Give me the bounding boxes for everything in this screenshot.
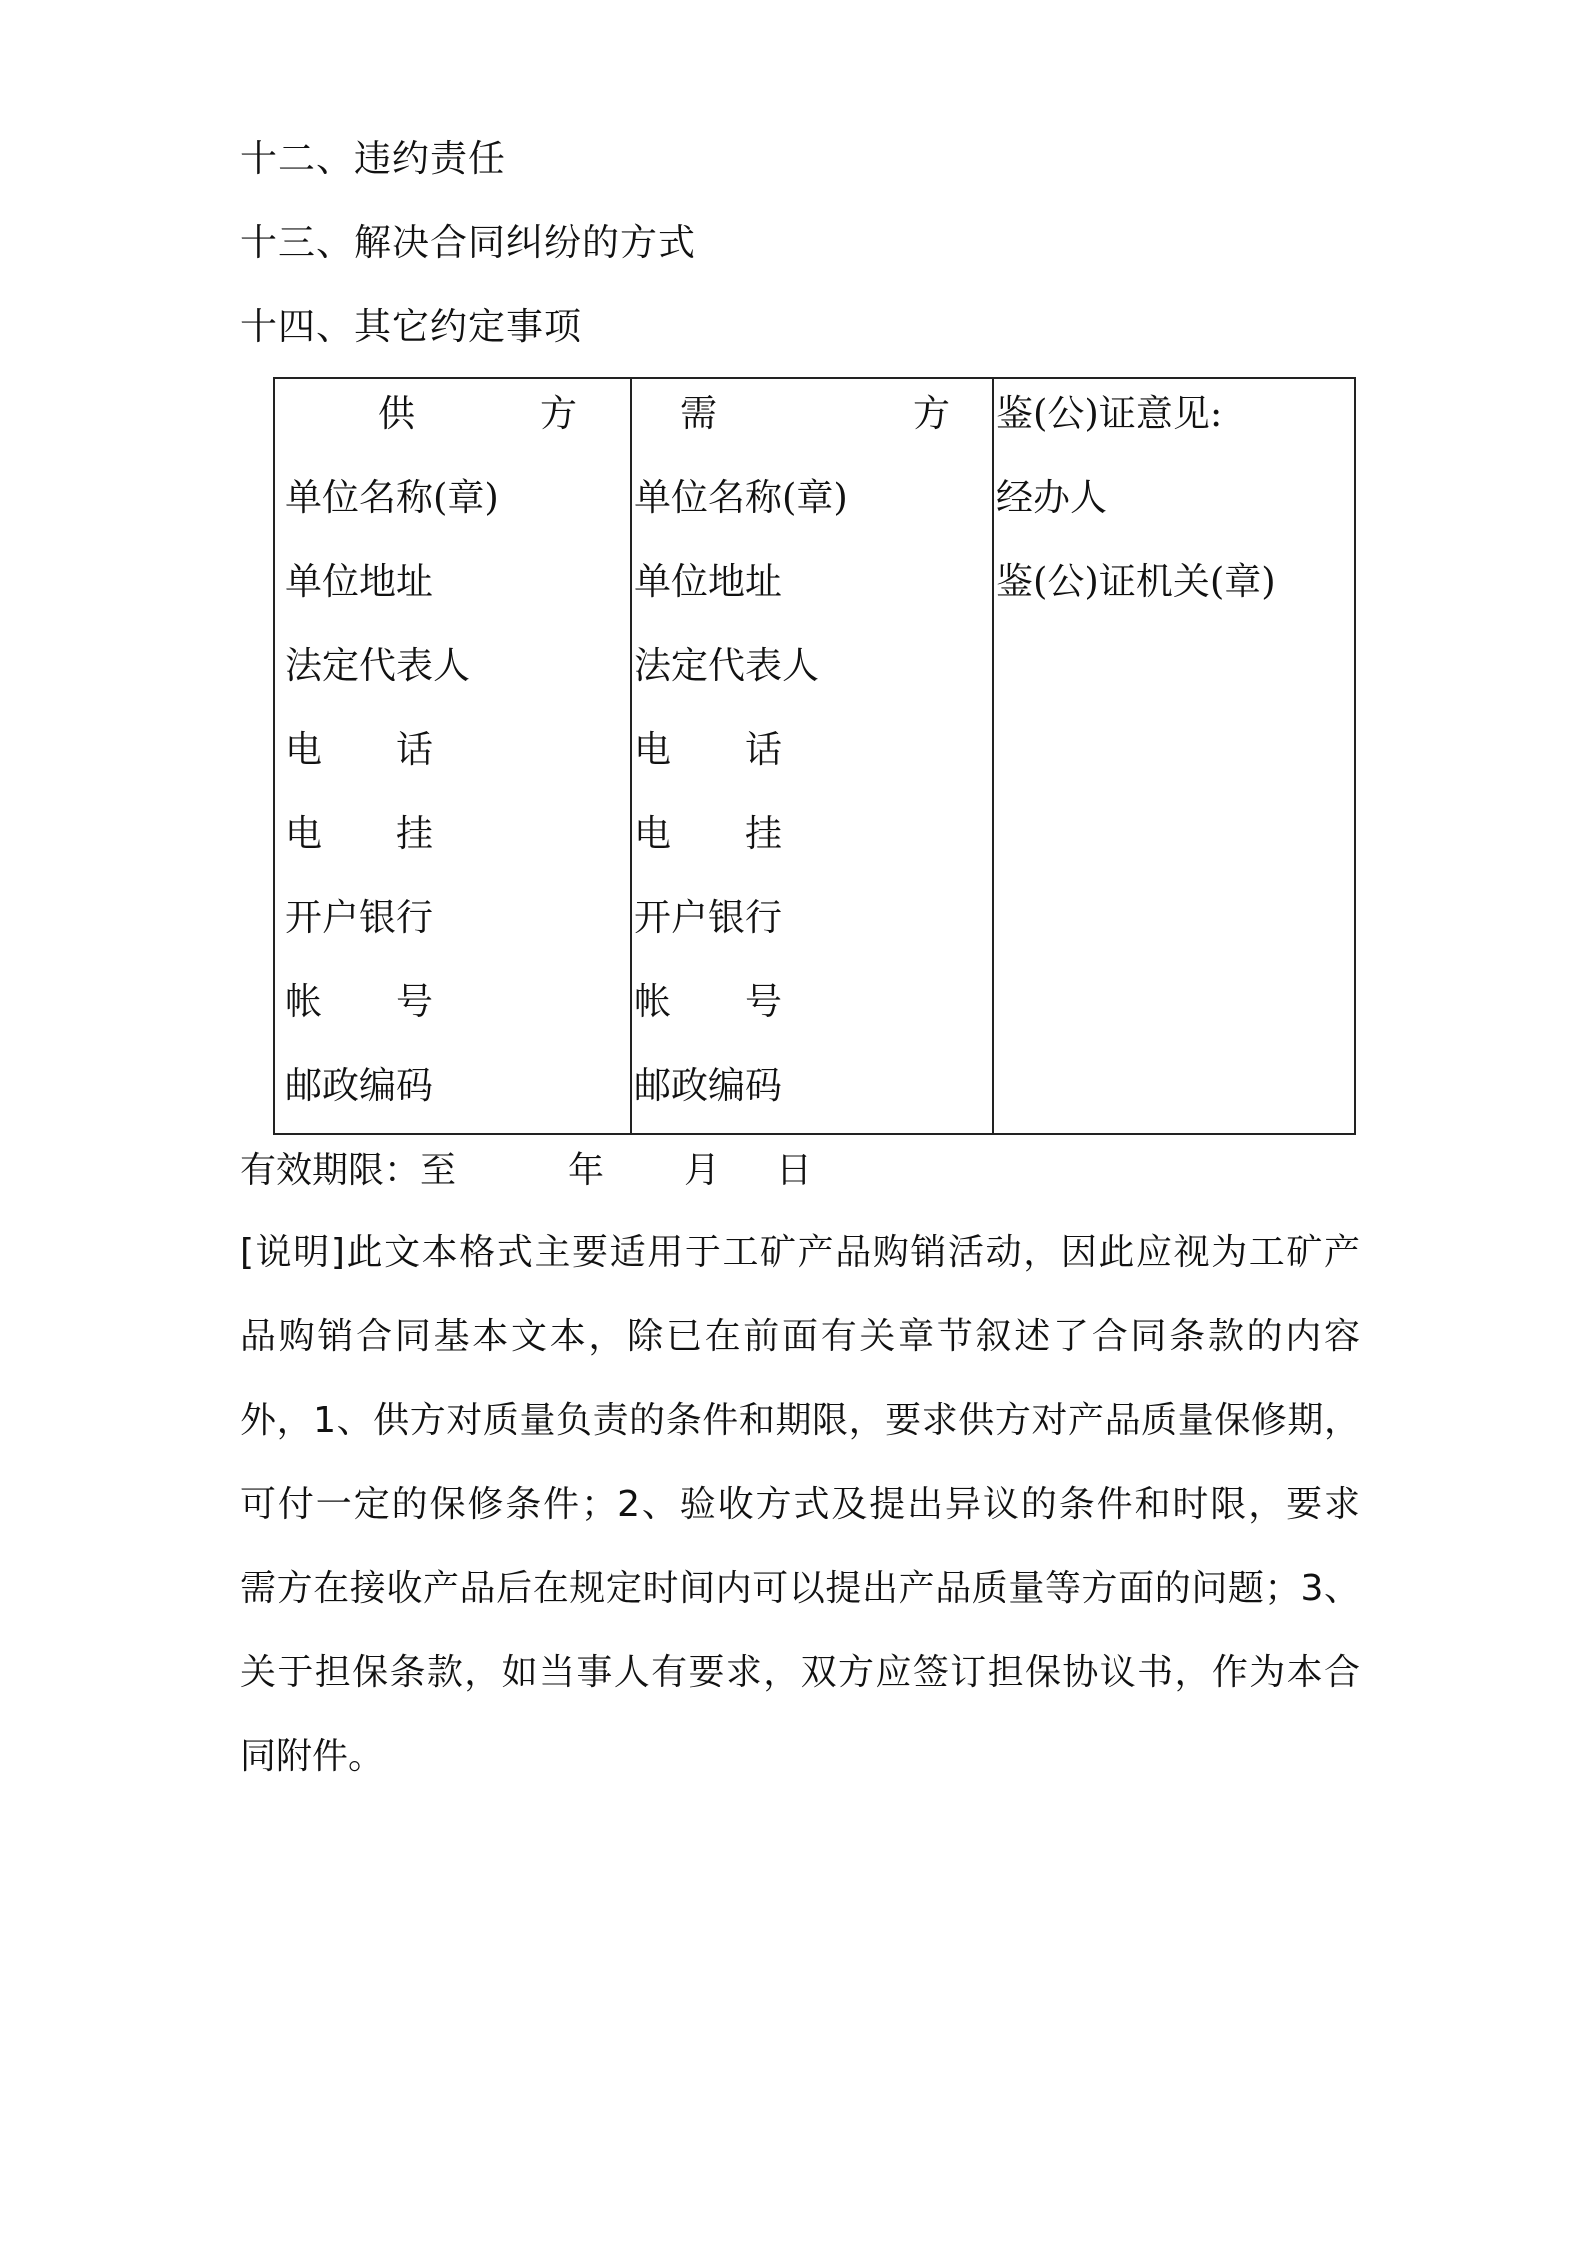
- supplier-company-name-label: 单位名称(章): [285, 476, 499, 519]
- buyer-address-label: 单位地址: [634, 560, 782, 603]
- note-line: 可付一定的保修条件；2、验收方式及提出异议的条件和时限，要求: [240, 1484, 1360, 1525]
- buyer-company-name-label: 单位名称(章): [634, 476, 848, 519]
- note-line: 品购销合同基本文本，除已在前面有关章节叙述了合同条款的内容: [240, 1316, 1360, 1357]
- note-line: 外，1、供方对质量负责的条件和期限，要求供方对产品质量保修期，: [240, 1400, 1360, 1441]
- validity-month: 月: [684, 1150, 721, 1191]
- notary-authority-label: 鉴(公)证机关(章): [996, 560, 1276, 603]
- note-line: 需方在接收产品后在规定时间内可以提出产品质量等方面的问题；3、: [240, 1568, 1360, 1609]
- buyer-telegraph-label: 电 挂: [634, 812, 782, 855]
- buyer-postcode-label: 邮政编码: [634, 1064, 782, 1107]
- buyer-account-label: 帐 号: [634, 980, 782, 1023]
- supplier-telegraph-label: 电 挂: [285, 812, 433, 855]
- notary-opinion-label: 鉴(公)证意见:: [996, 392, 1223, 435]
- buyer-header: 需 方: [680, 392, 950, 435]
- notary-handler-label: 经办人: [996, 476, 1107, 519]
- signature-table: [273, 377, 1356, 1135]
- supplier-postcode-label: 邮政编码: [285, 1064, 433, 1107]
- note-line: 关于担保条款，如当事人有要求，双方应签订担保协议书，作为本合: [240, 1652, 1360, 1693]
- section-heading-13: 十三、解决合同纠纷的方式: [240, 221, 696, 264]
- validity-year: 年: [568, 1150, 605, 1191]
- supplier-legal-rep-label: 法定代表人: [285, 644, 470, 687]
- supplier-phone-label: 电 话: [285, 728, 433, 771]
- supplier-address-label: 单位地址: [285, 560, 433, 603]
- validity-day: 日: [776, 1150, 813, 1191]
- validity-period: [240, 1146, 812, 1196]
- buyer-phone-label: 电 话: [634, 728, 782, 771]
- note-line: [说明]此文本格式主要适用于工矿产品购销活动，因此应视为工矿产: [240, 1232, 1360, 1273]
- notary-column: [994, 379, 1354, 1133]
- buyer-legal-rep-label: 法定代表人: [634, 644, 819, 687]
- supplier-column: [275, 379, 632, 1133]
- supplier-bank-label: 开户银行: [285, 896, 433, 939]
- buyer-bank-label: 开户银行: [634, 896, 782, 939]
- buyer-column: [632, 379, 994, 1133]
- section-heading-12: 十二、违约责任: [240, 137, 506, 180]
- note-line: 同附件。: [240, 1736, 385, 1777]
- section-heading-14: 十四、其它约定事项: [240, 305, 582, 348]
- supplier-account-label: 帐 号: [285, 980, 433, 1023]
- validity-label: 有效期限：至: [240, 1150, 457, 1191]
- supplier-header: 供 方: [378, 392, 577, 435]
